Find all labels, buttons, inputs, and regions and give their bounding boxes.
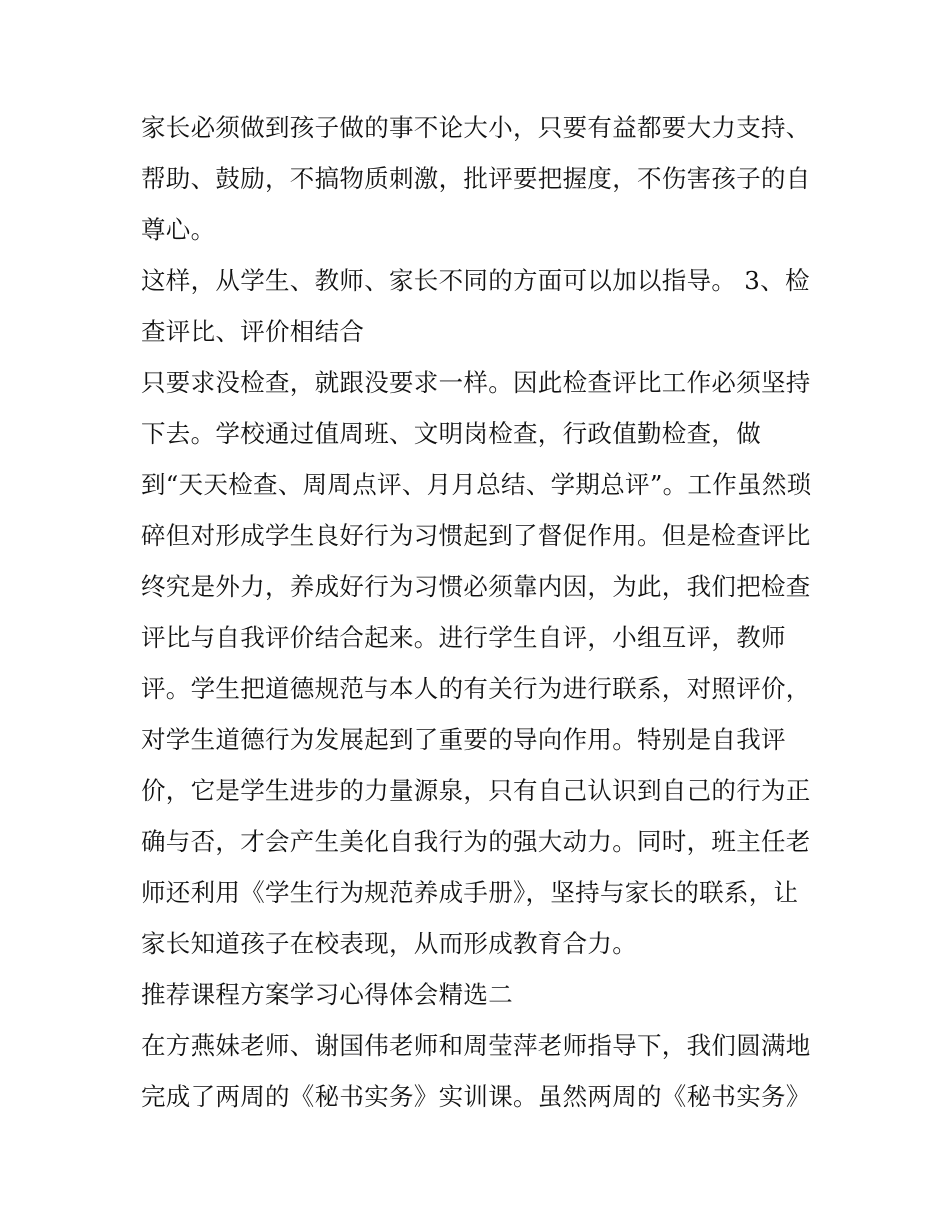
text-line: 终究是外力，养成好行为习惯必须靠内因，为此，我们把检查	[141, 572, 811, 601]
text-line: 下去。学校通过值周班、文明岗检查，行政值勤检查，做	[141, 419, 761, 448]
text-line: 评。学生把道德规范与本人的有关行为进行联系，对照评价，	[141, 674, 811, 703]
text-line: 评比与自我评价结合起来。进行学生自评，小组互评，教师	[141, 623, 786, 652]
text-line: 碎但对形成学生良好行为习惯起到了督促作用。但是检查评比	[141, 521, 811, 550]
text-line: 在方燕妹老师、谢国伟老师和周莹萍老师指导下，我们圆满地	[141, 1031, 811, 1060]
text-line: 只要求没检查，就跟没要求一样。因此检查评比工作必须坚持	[141, 368, 811, 397]
text-line: 查评比、评价相结合	[141, 317, 365, 346]
text-line: 师还利用《学生行为规范养成手册》，坚持与家长的联系，让	[141, 878, 799, 907]
text-line: 确与否，才会产生美化自我行为的强大动力。同时，班主任老	[141, 827, 811, 856]
text-line: 家长必须做到孩子做的事不论大小，只要有益都要大力支持、	[141, 113, 811, 142]
text-line: 尊心。	[141, 215, 216, 244]
text-line: 这样，从学生、教师、家长不同的方面可以加以指导。 3、检	[141, 266, 810, 295]
text-line: 帮助、鼓励，不搞物质刺激，批评要把握度，不伤害孩子的自	[141, 164, 811, 193]
text-line: 到“天天检查、周周点评、月月总结、学期总评”。工作虽然琐	[141, 470, 812, 499]
text-line: 对学生道德行为发展起到了重要的导向作用。特别是自我评	[141, 725, 786, 754]
section-heading: 推荐课程方案学习心得体会精选二	[141, 980, 513, 1009]
text-line: 完成了两周的《秘书实务》实训课。虽然两周的《秘书实务》	[141, 1082, 811, 1111]
text-line: 价，它是学生进步的力量源泉，只有自己认识到自己的行为正	[141, 776, 811, 805]
text-line: 家长知道孩子在校表现，从而形成教育合力。	[141, 929, 637, 958]
